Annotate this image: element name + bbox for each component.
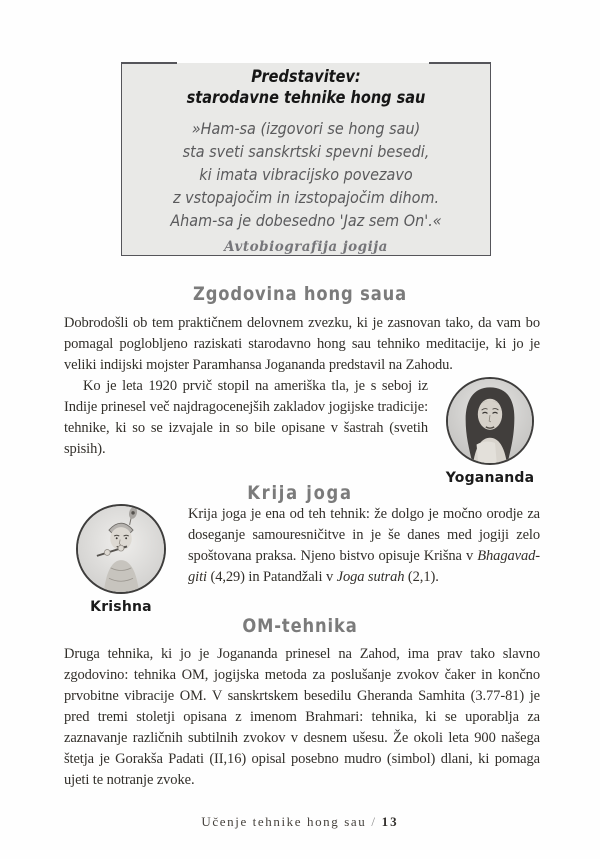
footer-page-number: 13 <box>381 814 399 829</box>
heading-krija: Krija joga <box>247 482 353 504</box>
heading-zgodovina: Zgodovina hong saua <box>193 283 407 305</box>
intro-quote <box>140 117 471 232</box>
quote-line-4: z vstopajočim in izstopajočim dihom. <box>172 188 440 207</box>
footer-running-title: Učenje tehnike hong sau <box>201 814 367 829</box>
krishna-portrait <box>76 504 166 594</box>
intro-title <box>144 66 468 108</box>
quote-line-3: ki imata vibracijsko povezavo <box>199 165 413 184</box>
section-zgodovina <box>64 313 540 491</box>
krishna-caption: Krishna <box>90 599 152 615</box>
krija-text-start: Krija joga je ena od teh tehnik: že dolgo je močno orodje za doseganje samouresničitve in je še danes med jogiji zelo spoštovana praksa. Njeno bistvo opisuje Krišna v <box>188 506 540 564</box>
paragraph-zgodovina-1: Dobrodošli ob tem praktičnem delovnem zvezku, ki je zasnovan tako, da vam bo pomagal poglobljeno raziskati starodavno hong sau tehniko meditacije, ki jo je veliki indijski mojster Paramhansa Jogananda predstavil na Zahodu. <box>64 315 540 373</box>
intro-box <box>121 63 491 256</box>
krija-italic-joga-sutrah: Joga sutrah <box>336 569 405 585</box>
quote-line-1: »Ham-sa (izgovori se hong sau) <box>191 119 421 138</box>
krija-text-end: (2,1). <box>404 569 439 585</box>
yogananda-portrait <box>446 377 534 465</box>
yogananda-caption: Yogananda <box>445 470 535 486</box>
float-spacer <box>540 313 542 377</box>
yogananda-figure <box>440 377 540 489</box>
intro-title-line1: Predstavitev: <box>251 67 361 86</box>
quote-citation: Avtobiografija jogija <box>224 239 388 255</box>
paragraph-zgodovina-2: Ko je leta 1920 prvič stopil na ameriška tla, je s seboj iz Indije prinesel več najdragocenejših zakladov jogijske tradicije: tehnike, ki so se izvajale in so bile opisane v šastrah (svetih spisih). <box>64 378 428 457</box>
paragraph-om: Druga tehnika, ki jo je Jogananda prinesel na Zahod, ima prav tako slavno zgodovino: tehnika OM, jogijska metoda za poslušanje zvokov čaker in končno prvobitne vibracije OM. V sanskrtskem besedilu Gheranda Samhita (3.77-81) je pred tremi stoletji opisana z imenom Brahmari: tehnika, ki se uporablja za zaznavanje različnih subtilnih zvokov v desnem ušesu. Že okoli leta 900 našega štetja je Gorakša Padati (II,16) opisal posebno mudro (simbol) dlani, ki pomaga ujeti te notranje zvoke. <box>64 646 540 788</box>
intro-title-line2: starodavne tehnike hong sau <box>186 88 426 107</box>
krija-italic-bhagavadgiti: Bhagavad-giti <box>188 548 540 585</box>
section-om <box>64 644 540 791</box>
heading-om: OM-tehnika <box>242 615 358 637</box>
krija-text-mid: (4,29) in Patandžali v <box>206 569 337 585</box>
page-footer <box>0 814 600 830</box>
quote-line-5: Aham-sa je dobesedno 'Jaz sem On'.« <box>170 211 442 230</box>
footer-separator: / <box>371 814 377 829</box>
yogananda-portrait-image <box>448 379 532 463</box>
krishna-portrait-image <box>78 506 164 592</box>
section-krija <box>64 504 540 620</box>
quote-line-2: sta sveti sanskrtski spevni besedi, <box>182 142 430 161</box>
krishna-figure <box>69 504 173 618</box>
